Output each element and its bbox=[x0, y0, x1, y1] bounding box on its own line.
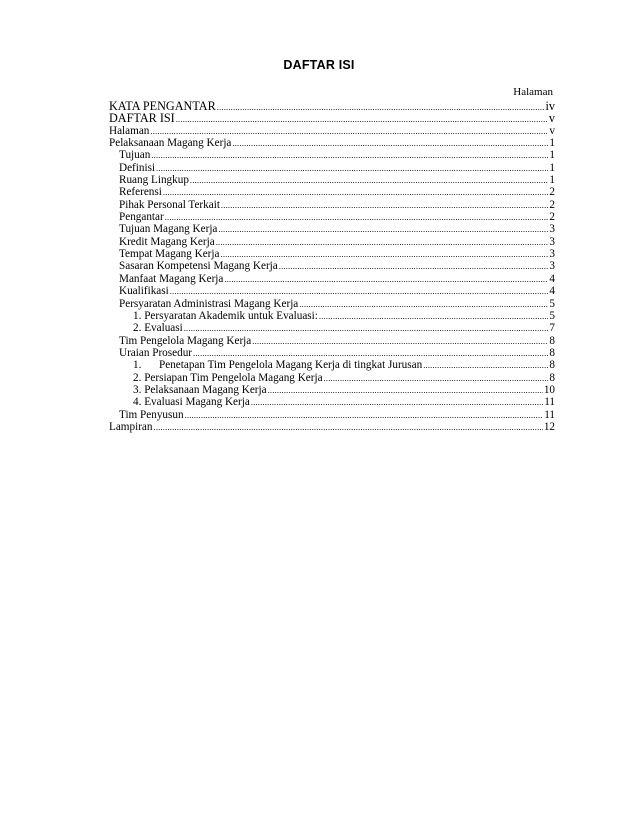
toc-entry-title bbox=[133, 359, 422, 371]
toc-entry-page: 1 bbox=[549, 174, 555, 187]
toc-entry-text: Lampiran bbox=[109, 420, 153, 433]
toc-entry[interactable] bbox=[109, 421, 555, 433]
toc-entry-text: Manfaat Magang Kerja bbox=[119, 272, 224, 285]
toc-entry-text: Halaman bbox=[109, 124, 150, 137]
dot-leader bbox=[154, 421, 543, 433]
toc-entry-title bbox=[119, 236, 215, 248]
toc-entry[interactable] bbox=[109, 236, 555, 248]
toc-entry-title bbox=[119, 211, 164, 223]
toc-entry-text: 2. Evaluasi bbox=[133, 322, 183, 335]
toc-entry-page: 3 bbox=[549, 260, 555, 273]
toc-entry[interactable] bbox=[109, 137, 555, 149]
toc-entry-page: 2 bbox=[549, 186, 555, 199]
toc-entry[interactable] bbox=[109, 409, 555, 421]
toc-entry[interactable] bbox=[109, 162, 555, 174]
toc-entry-text: 2. Persiapan Tim Pengelola Magang Kerja bbox=[133, 371, 323, 384]
toc-entry[interactable] bbox=[109, 384, 555, 396]
dot-leader bbox=[268, 384, 543, 396]
dot-leader bbox=[423, 359, 548, 371]
page-title: DAFTAR ISI bbox=[283, 58, 355, 72]
toc-entry[interactable] bbox=[109, 125, 555, 137]
toc-entry-title bbox=[133, 372, 323, 384]
toc-entry-title bbox=[119, 273, 223, 285]
dot-leader bbox=[221, 199, 548, 211]
toc-entry-page: 12 bbox=[543, 420, 555, 433]
toc-entry-page: 1 bbox=[549, 149, 555, 162]
toc-entry-title bbox=[119, 199, 220, 211]
dot-leader bbox=[299, 298, 548, 310]
toc-entry-page: iv bbox=[545, 99, 555, 113]
dot-leader bbox=[251, 396, 543, 408]
toc-entry-page: 8 bbox=[549, 371, 555, 384]
toc-entry[interactable] bbox=[109, 149, 555, 161]
toc-entry[interactable] bbox=[109, 310, 555, 322]
toc-entry-page: 2 bbox=[549, 198, 555, 211]
toc-entry-page: 5 bbox=[549, 309, 555, 322]
toc-entry[interactable] bbox=[109, 322, 555, 334]
dot-leader bbox=[151, 149, 548, 161]
toc-entry-page: 4 bbox=[549, 285, 555, 298]
toc-entry-text: Pengantar bbox=[119, 211, 164, 224]
dot-leader bbox=[216, 236, 549, 248]
toc-entry-number: 1. bbox=[133, 359, 142, 372]
toc-entry-title bbox=[119, 347, 192, 359]
toc-entry[interactable] bbox=[109, 186, 555, 198]
dot-leader bbox=[156, 162, 548, 174]
toc-entry-text: 1. Persyaratan Akademik untuk Evaluasi: bbox=[133, 309, 318, 322]
toc-entry[interactable] bbox=[109, 396, 555, 408]
toc-entry-page: 5 bbox=[549, 297, 555, 310]
dot-leader bbox=[185, 409, 544, 421]
toc-entry-page: v bbox=[548, 111, 555, 126]
page-column-label: Halaman bbox=[513, 86, 553, 98]
toc-entry[interactable] bbox=[109, 260, 555, 272]
toc-entry-title bbox=[109, 125, 149, 137]
dot-leader bbox=[324, 372, 549, 384]
toc-entry[interactable] bbox=[109, 223, 555, 235]
table-of-contents bbox=[109, 100, 555, 433]
dot-leader bbox=[170, 285, 549, 297]
toc-entry-page: 4 bbox=[549, 272, 555, 285]
dot-leader bbox=[224, 273, 548, 285]
toc-entry-text: Tujuan bbox=[119, 149, 151, 162]
toc-entry-text: Definisi bbox=[119, 161, 156, 174]
dot-leader bbox=[190, 174, 548, 186]
toc-entry-page: 10 bbox=[543, 383, 555, 396]
toc-entry-title bbox=[119, 298, 298, 310]
toc-entry-text: Kredit Magang Kerja bbox=[119, 235, 215, 248]
toc-entry-page: 3 bbox=[549, 248, 555, 261]
toc-entry-title bbox=[119, 409, 184, 421]
toc-entry-text: KATA PENGANTAR bbox=[109, 99, 216, 113]
toc-entry-page: 3 bbox=[549, 235, 555, 248]
toc-entry[interactable] bbox=[109, 174, 555, 186]
toc-entry-text: Pihak Personal Terkait bbox=[119, 198, 220, 211]
toc-entry-page: 8 bbox=[549, 334, 555, 347]
toc-entry-title bbox=[133, 396, 250, 408]
toc-entry-text: Tujuan Magang Kerja bbox=[119, 223, 218, 236]
dot-leader bbox=[218, 223, 548, 235]
dot-leader bbox=[184, 322, 549, 334]
toc-entry-text: 3. Pelaksanaan Magang Kerja bbox=[133, 383, 267, 396]
toc-entry-title bbox=[119, 186, 162, 198]
toc-entry-text: Ruang Lingkup bbox=[119, 174, 189, 187]
toc-entry-text: Penetapan Tim Pengelola Magang Kerja di tingkat Jurusan bbox=[159, 359, 423, 372]
toc-entry[interactable] bbox=[109, 112, 555, 124]
toc-entry-title bbox=[109, 112, 175, 124]
toc-entry-text: Tim Pengelola Magang Kerja bbox=[119, 334, 252, 347]
dot-leader bbox=[232, 137, 548, 149]
dot-leader bbox=[221, 248, 549, 260]
toc-entry-text: Kualifikasi bbox=[119, 285, 169, 298]
toc-entry-text: Sasaran Kompetensi Magang Kerja bbox=[119, 260, 278, 273]
toc-entry-title bbox=[119, 162, 155, 174]
toc-entry-title bbox=[119, 149, 150, 161]
toc-entry[interactable] bbox=[109, 100, 555, 112]
toc-entry-page: 11 bbox=[544, 396, 555, 409]
dot-leader bbox=[252, 335, 548, 347]
dot-leader bbox=[193, 347, 548, 359]
toc-entry-title bbox=[109, 421, 153, 433]
toc-entry[interactable] bbox=[109, 211, 555, 223]
toc-entry-title bbox=[119, 248, 220, 260]
toc-entry[interactable] bbox=[109, 335, 555, 347]
toc-entry-text: Uraian Prosedur bbox=[119, 346, 193, 359]
toc-entry[interactable] bbox=[109, 359, 555, 371]
toc-entry-text: Persyaratan Administrasi Magang Kerja bbox=[119, 297, 299, 310]
toc-entry-text: Tempat Magang Kerja bbox=[119, 248, 220, 261]
toc-entry[interactable] bbox=[109, 298, 555, 310]
toc-entry-page: 8 bbox=[549, 346, 555, 359]
toc-entry[interactable] bbox=[109, 199, 555, 211]
toc-entry-page: 8 bbox=[549, 359, 555, 372]
toc-entry[interactable] bbox=[109, 285, 555, 297]
dot-leader bbox=[150, 125, 548, 137]
toc-entry-page: 1 bbox=[549, 161, 555, 174]
toc-entry-page: 2 bbox=[549, 211, 555, 224]
toc-entry-title bbox=[133, 322, 183, 334]
dot-leader bbox=[319, 310, 549, 322]
toc-entry-title bbox=[119, 174, 189, 186]
toc-entry-text: DAFTAR ISI bbox=[109, 111, 175, 126]
toc-entry-title bbox=[119, 223, 217, 235]
toc-entry-title bbox=[119, 335, 251, 347]
toc-entry-title bbox=[119, 285, 169, 297]
toc-entry-page: 3 bbox=[549, 223, 555, 236]
dot-leader bbox=[279, 260, 549, 272]
toc-entry-title bbox=[133, 384, 267, 396]
toc-entry-text: 4. Evaluasi Magang Kerja bbox=[133, 396, 250, 409]
toc-entry[interactable] bbox=[109, 372, 555, 384]
toc-entry-page: 7 bbox=[549, 322, 555, 335]
toc-entry[interactable] bbox=[109, 273, 555, 285]
dot-leader bbox=[217, 101, 545, 113]
toc-entry-page: v bbox=[549, 124, 555, 137]
toc-entry-text: Referensi bbox=[119, 186, 162, 199]
toc-entry-title bbox=[109, 137, 231, 149]
dot-leader bbox=[165, 211, 549, 223]
toc-entry-title bbox=[119, 260, 278, 272]
toc-entry-page: 11 bbox=[544, 408, 555, 421]
toc-entry-title bbox=[133, 310, 318, 322]
toc-entry[interactable] bbox=[109, 347, 555, 359]
toc-entry-text: Pelaksanaan Magang Kerja bbox=[109, 137, 232, 150]
toc-entry-text: Tim Penyusun bbox=[119, 408, 184, 421]
toc-entry-page: 1 bbox=[549, 137, 555, 150]
toc-entry[interactable] bbox=[109, 248, 555, 260]
dot-leader bbox=[163, 186, 549, 198]
